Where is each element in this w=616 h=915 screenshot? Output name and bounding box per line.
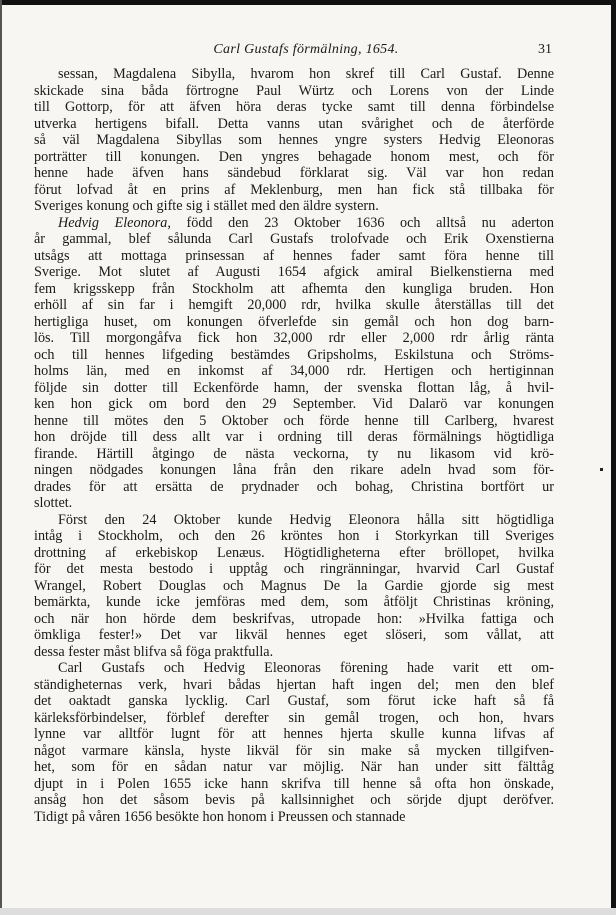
body-text (34, 66, 554, 825)
line-text: utsågs att mottaga prinsessan af hennes fader samt föra henne till (34, 247, 554, 264)
line-text: ansåg hon det såsom bevis på kallsinnighet och sörjde djupt deröfver. (34, 792, 554, 808)
paragraph (34, 215, 554, 512)
line-text: år gammal, blef sålunda Carl Gustafs trolofvade och Erik Oxenstierna (34, 231, 554, 247)
text-line (34, 446, 554, 463)
text-line (34, 66, 554, 83)
line-text: följde sin dotter till Eckenförde hamn, der svenska flottan låg, å hvil- (34, 379, 554, 396)
text-line (34, 644, 554, 661)
line-text: ömkliga fester!» Det var likväl hennes eget slöseri, som vållat, att (34, 627, 554, 643)
scan-speck (600, 468, 603, 471)
line-text: och till hennes lifgeding bestämdes Gripsholms, Eskilstuna och Ströms- (34, 346, 554, 363)
text-line (34, 743, 554, 760)
text-line (34, 545, 554, 562)
text-line (34, 528, 554, 545)
text-line (34, 396, 554, 413)
text-line (34, 710, 554, 727)
text-line (34, 231, 554, 248)
text-line (34, 677, 554, 694)
text-line (34, 726, 554, 743)
text-line (34, 578, 554, 595)
line-text: slottet. (34, 495, 73, 511)
line-text: så väl Magdalena Sibyllas som hennes yngre systers Hedvig Eleonoras (34, 132, 554, 148)
line-text: det oaktadt ganska lycklig. Carl Gustaf, som förut icke haft så få (34, 693, 554, 709)
running-title: Carl Gustafs förmälning, 1654. (213, 42, 399, 57)
line-text: dessa fester måst blifva så föga praktfulla. (34, 643, 274, 660)
text-line (34, 347, 554, 364)
text-line (34, 776, 554, 793)
text-line (34, 611, 554, 628)
text-line (34, 83, 554, 100)
line-text: Tidigt på våren 1656 besökte hon honom i Preussen och stannade (34, 808, 406, 825)
text-line (34, 99, 554, 116)
text-line (34, 495, 554, 512)
line-text: erhöll af sin far i hemgift 20,000 rdr, hvilka skulle återställas till det (34, 297, 554, 313)
line-text: skickade sina båda förtrogne Paul Würtz och Lorens von der Linde (34, 82, 554, 99)
page-header (60, 42, 552, 62)
line-text: intåg i Stockholm, och den 26 kröntes hon i Storkyrkan till Sveriges (34, 528, 554, 544)
line-text: hertigliga huset, om konungen öfverlefde sin gemål och hon dog barn- (34, 313, 554, 330)
text-line (34, 297, 554, 314)
text-line (34, 165, 554, 182)
line-text: lynne var alltför lugnt för att hennes hjerta skulle kunna lifvas af (34, 726, 554, 742)
line-text: ningen nödgades konungen låna från den rikare adeln hvad som för- (34, 462, 554, 478)
text-line (34, 380, 554, 397)
text-line (34, 809, 554, 826)
text-line (34, 264, 554, 281)
text-line (34, 479, 554, 496)
line-text: och när hon hörde dem beskrifvas, utropade hon: »Hvilka fattiga och (34, 610, 554, 627)
line-text: Wrangel, Robert Douglas och Magnus De la Gardie gjorde sig mest (34, 577, 554, 594)
text-line (34, 330, 554, 347)
text-line (34, 429, 554, 446)
text-line (34, 248, 554, 265)
italic-lead: Hedvig Eleonora, (58, 214, 171, 231)
line-text: holms län, med en inkomst af 34,000 rdr. Hertigen och hertiginnan (34, 363, 554, 379)
text-line (34, 363, 554, 380)
text-line (34, 314, 554, 331)
text-line (34, 512, 554, 529)
line-text: Sverige. Mot slutet af Augusti 1654 afgick amiral Bielkenstierna med (34, 264, 554, 280)
line-text: kärleksförbindelser, förblef derefter sin gemål trogen, och hon, hvars (34, 709, 554, 726)
text-line (34, 198, 554, 215)
line-text: sessan, Magdalena Sibylla, hvarom hon skref till Carl Gustaf. Denne (58, 66, 554, 82)
line-text: henne till mötes den 5 Oktober och förde henne till Carlberg, hvarest (34, 412, 554, 429)
text-line (34, 792, 554, 809)
text-line (34, 215, 554, 232)
text-line (34, 594, 554, 611)
scan-border-left (0, 0, 2, 915)
line-text: Sveriges konung och gifte sig i stället med den äldre systern. (34, 198, 379, 214)
line-text: drades för att ersätta de prydnader och bohag, Christina bortfört ur (34, 478, 554, 495)
paragraph (34, 66, 554, 215)
line-text: ken hon gick om bord den 29 September. Vid Dalarö var konungen (34, 396, 554, 412)
line-text: hon dröjde till dess allt var i ordning till deras förmälnings högtidliga (34, 429, 554, 445)
line-text: djupt in i Polen 1655 icke hann skrifva till henne så ofta hon önskade, (34, 775, 554, 792)
line-text: fem krigsskepp från Stockholm att afhemta den kungliga bruden. Hon (34, 280, 554, 297)
text-line (34, 281, 554, 298)
text-line (34, 660, 554, 677)
scan-border-top (0, 0, 616, 5)
text-line (34, 759, 554, 776)
line-text: Carl Gustafs och Hedvig Eleonoras förening hade varit ett om- (58, 660, 554, 676)
text-line (34, 693, 554, 710)
line-text: till Gottorp, för att äfven höra deras tycke samt till denna förbindelse (34, 99, 554, 115)
text-line (34, 149, 554, 166)
text-line (34, 627, 554, 644)
text-line (34, 462, 554, 479)
line-text: firande. Härtill åtgingo de nästa veckorna, ty nu likasom vid krö- (34, 445, 554, 462)
text-line (34, 182, 554, 199)
paragraph (34, 660, 554, 825)
scan-border-right (611, 0, 616, 915)
scan-border-bottom (0, 908, 616, 915)
line-text: utverka hertigens bifall. Detta vanns utan svårighet och de återförde (34, 115, 554, 132)
text-line (34, 132, 554, 149)
paragraph (34, 512, 554, 661)
line-text: porträtter till konungen. Den yngres behagade honom mest, och för (34, 148, 554, 165)
text-line (34, 116, 554, 133)
line-text: lös. Till morgongåfva fick hon 32,000 rdr eller 2,000 rdr årlig ränta (34, 330, 554, 346)
text-line (34, 413, 554, 430)
line-text: född den 23 Oktober 1636 och alltså nu aderton (170, 214, 554, 231)
line-text: förut lofvad åt en prins af Meklenburg, men han fick stå tillbaka för (34, 181, 554, 198)
text-line (34, 561, 554, 578)
line-text: drottning af erkebiskop Lenæus. Högtidligheterna efter bröllopet, hvilka (34, 544, 554, 561)
line-text: het, som för en sådan natur var möjlig. När han under sitt fälttåg (34, 759, 554, 775)
line-text: bemärkta, kunde icke jemföras med dem, som åtföljt Christinas kröning, (34, 594, 554, 610)
page-number: 31 (538, 42, 552, 57)
line-text: något varmare känsla, hyste likväl för sin make så mycken tillgifven- (34, 742, 554, 759)
line-text: för det mesta bestodo i upptåg och ringränningar, hvarvid Carl Gustaf (34, 561, 554, 577)
line-text: ständigheternas verk, hvari bådas hjertan haft ingen del; men den blef (34, 676, 554, 693)
line-text: henne hade äfven hans sändebud förklarat sig. Väl var hon redan (34, 165, 554, 181)
line-text: Först den 24 Oktober kunde Hedvig Eleonora hålla sitt högtidliga (58, 511, 554, 528)
